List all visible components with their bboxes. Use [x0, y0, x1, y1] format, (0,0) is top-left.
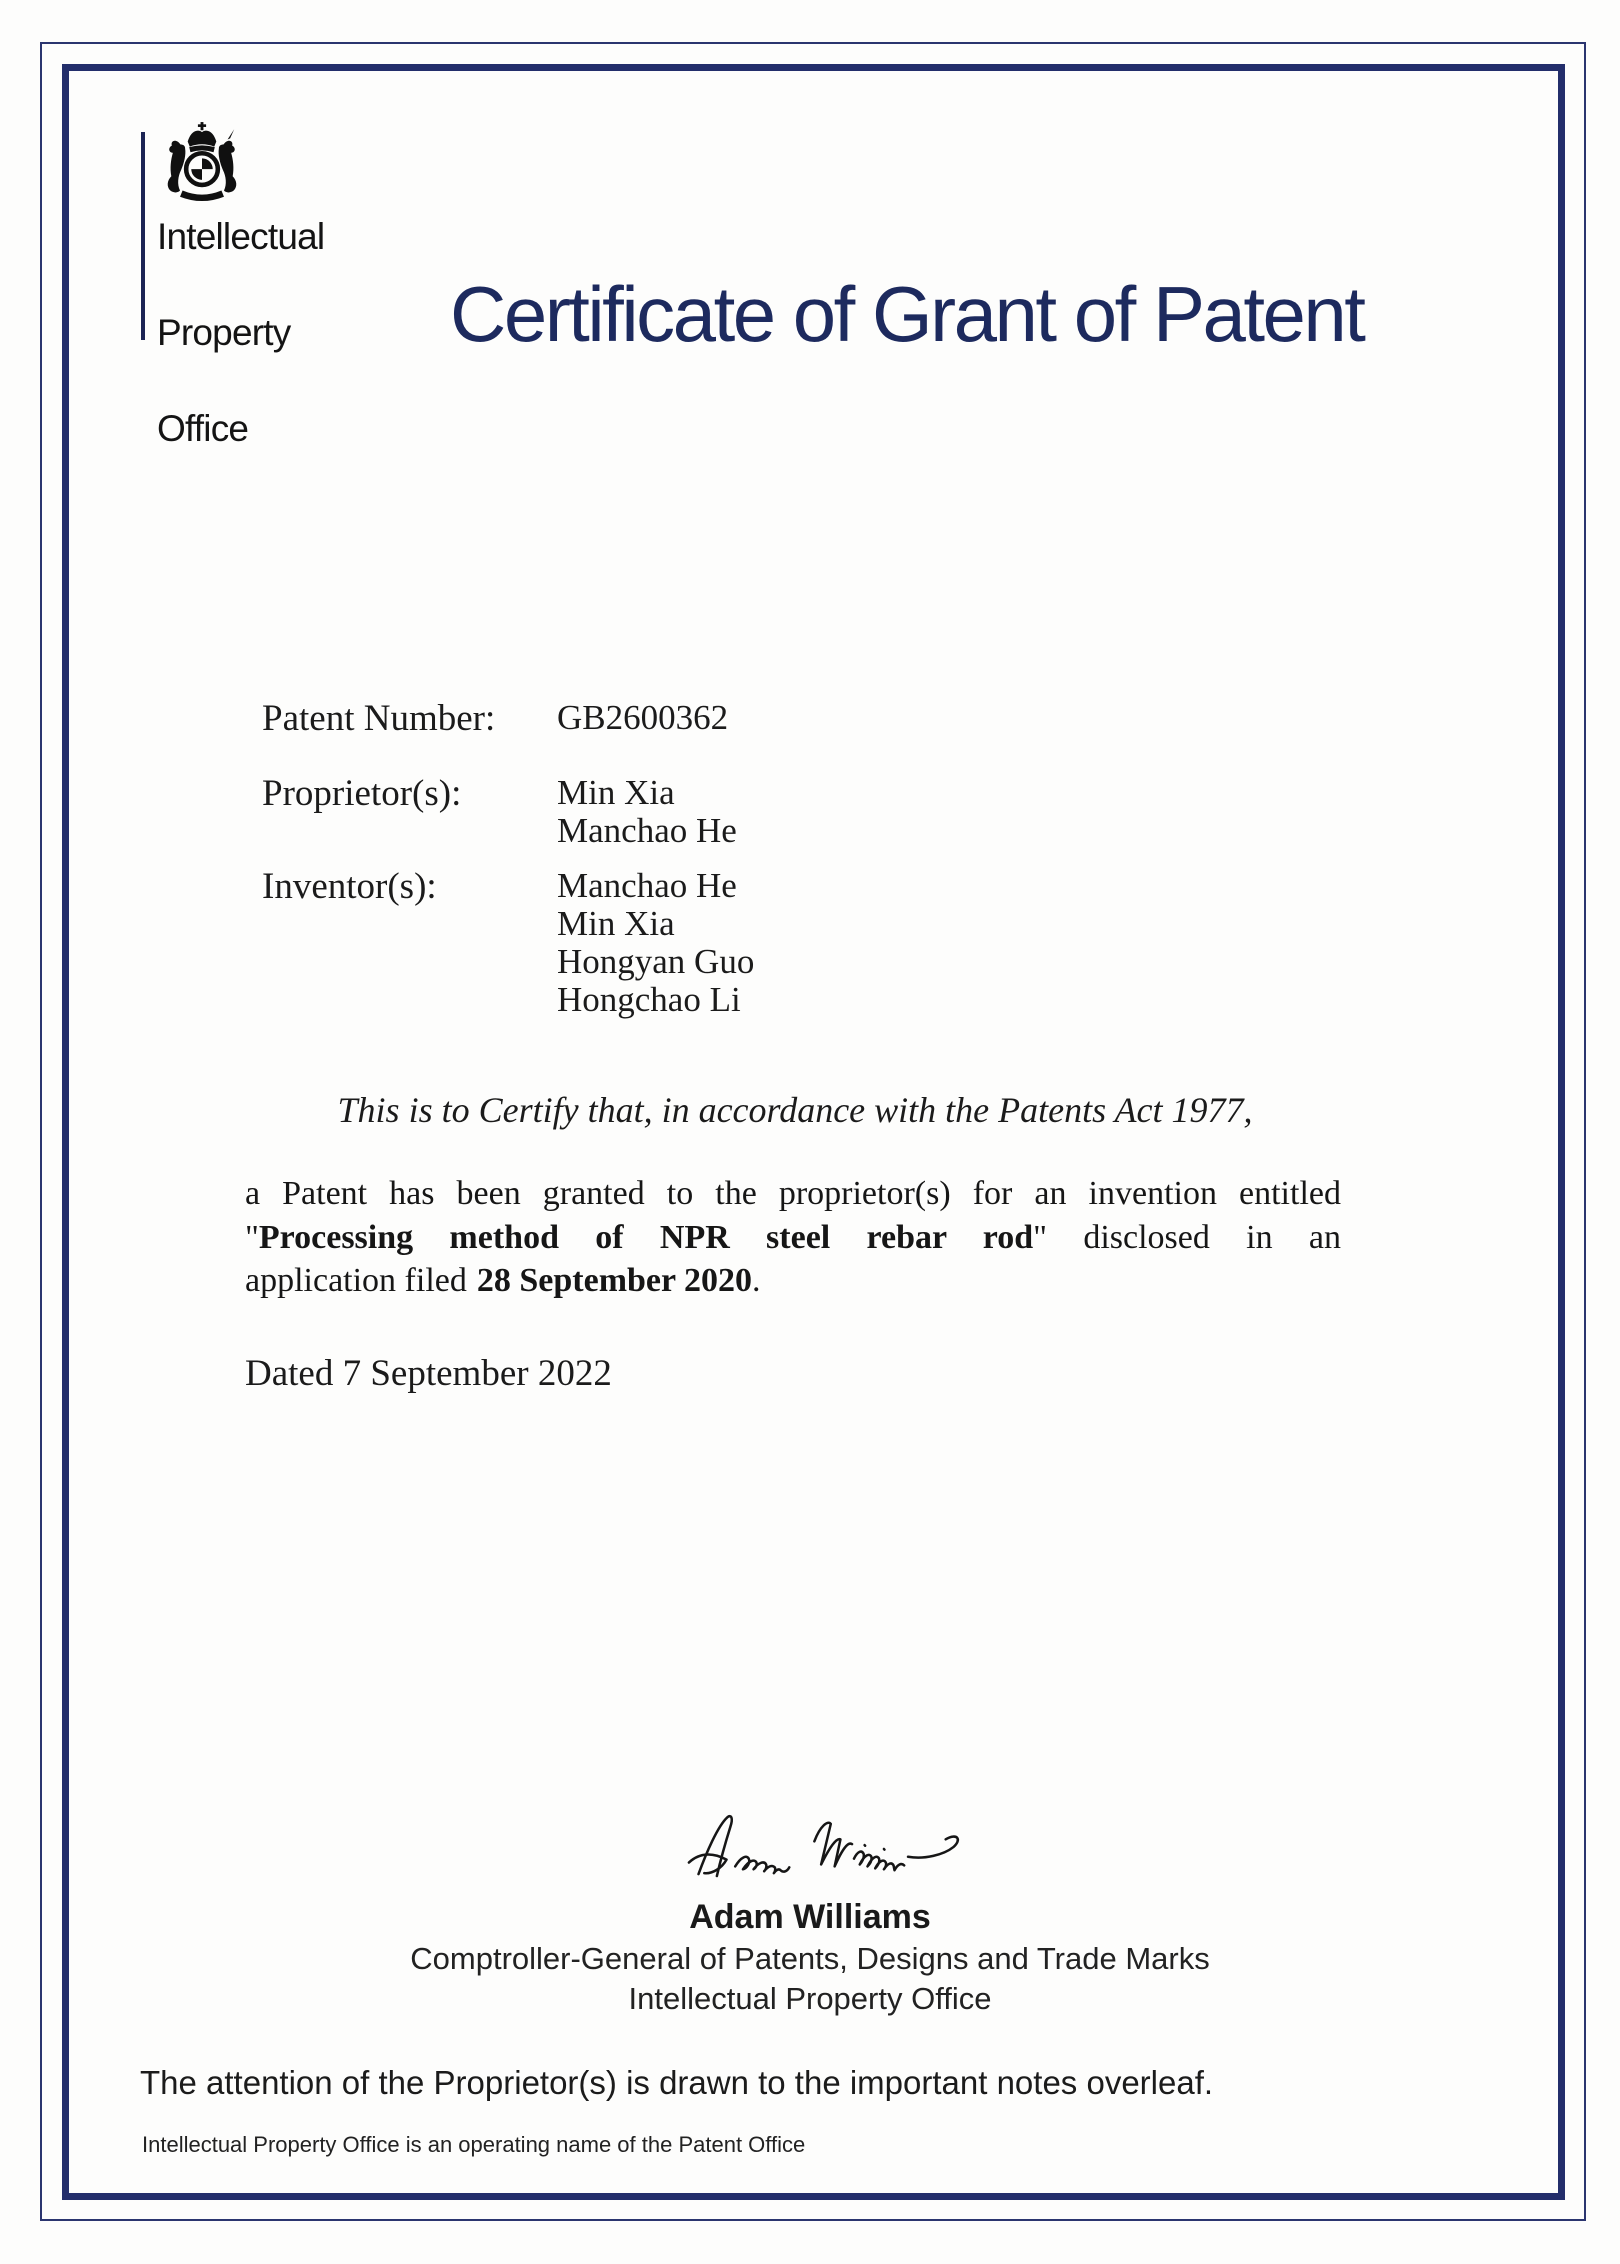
page-title: Certificate of Grant of Patent: [450, 270, 1364, 358]
attention-note: The attention of the Proprietor(s) is drawn to the important notes overleaf.: [140, 2064, 1214, 2101]
grant-paragraph: [245, 1172, 1341, 1303]
patent-number-value: GB2600362: [557, 698, 729, 737]
inventors-label: Inventor(s):: [262, 866, 437, 907]
application-filed-date: 28 September 2020: [476, 1262, 752, 1299]
detail-row-inventors: [262, 867, 754, 1019]
grant-line-3-period: .: [752, 1262, 761, 1299]
logo-vertical-bar: [141, 132, 145, 340]
operating-name-footnote: Intellectual Property Office is an operating name of the Patent Office: [142, 2132, 806, 2157]
grant-line-3-text: application filed: [245, 1262, 467, 1299]
invention-title: Processing method of NPR steel rebar rod: [258, 1218, 1034, 1256]
handwritten-signature: [685, 1810, 965, 1888]
signatory-name: Adam Williams: [689, 1898, 931, 1936]
grant-line-2: [245, 1216, 1341, 1260]
signatory-office: Intellectual Property Office: [628, 1981, 992, 2016]
logo-line-1: Intellectual: [157, 216, 325, 257]
signatory-role: Comptroller-General of Patents, Designs and Trade Marks: [410, 1941, 1210, 1976]
inventor-name: Hongyan Guo: [557, 942, 755, 981]
certify-statement: This is to Certify that, in accordance with the Patents Act 1977,: [337, 1090, 1253, 1130]
logo-line-2: Property: [157, 312, 291, 353]
logo-org-name: [157, 213, 324, 453]
grant-line-1: [245, 1172, 1341, 1216]
opening-quote: ": [245, 1218, 259, 1256]
grant-line-1-text: a Patent has been granted to the proprietor(s) for an invention entitled: [245, 1175, 1341, 1212]
royal-coat-of-arms-icon: [156, 122, 248, 208]
detail-row-patent-number: [262, 699, 728, 739]
grant-line-3: [245, 1259, 1341, 1303]
proprietor-name: Min Xia: [557, 773, 675, 812]
inventor-name: Manchao He: [557, 866, 737, 905]
logo-line-3: Office: [157, 408, 249, 449]
grant-line-2-text: " disclosed in an: [1033, 1218, 1342, 1256]
inventor-name: Hongchao Li: [557, 980, 741, 1019]
inventor-name: Min Xia: [557, 904, 675, 943]
patent-number-label: Patent Number:: [262, 698, 496, 739]
proprietors-label: Proprietor(s):: [262, 773, 462, 814]
proprietor-name: Manchao He: [557, 811, 737, 850]
detail-row-proprietors: [262, 774, 737, 850]
dated-line: Dated 7 September 2022: [245, 1353, 612, 1394]
